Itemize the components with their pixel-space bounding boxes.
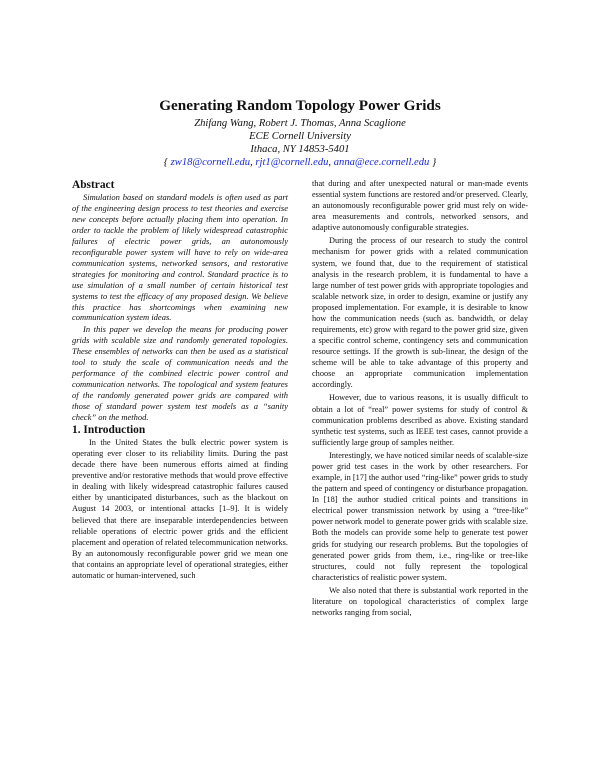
- abstract-heading: Abstract: [72, 179, 115, 191]
- paper-affiliation: ECE Cornell University: [249, 131, 351, 142]
- paper-header: [0, 96, 600, 169]
- paper-location: Ithaca, NY 14853-5401: [250, 144, 350, 155]
- introduction-heading: 1. Introduction: [72, 424, 146, 437]
- introduction-body-left: [72, 437, 288, 581]
- email-open-brace: {: [163, 157, 168, 168]
- abstract-body: [72, 192, 288, 423]
- body-paragraph: We also noted that there is substantial work reported in the literature on topological characteristics of complex large networks ranging from social,: [312, 585, 528, 617]
- email-close-brace: }: [432, 157, 437, 168]
- paper-authors: Zhifang Wang, Robert J. Thomas, Anna Scaglione: [194, 118, 406, 129]
- body-paragraph: However, due to various reasons, it is usually difficult to obtain a lot of “real” power systems for study of control & communication problems described as above. Existing standard synthetic test systems, such as IEEE test cases, cannot provide a sufficiently large group of samples neither.: [312, 393, 528, 447]
- email-link-2[interactable]: rjt1@cornell.edu: [255, 157, 329, 168]
- left-column: [72, 178, 288, 581]
- body-paragraph: Interestingly, we have noticed similar needs of scalable-size power grid test cases in the work by other researchers. For example, in [17] the author used “ring-like” power grids to study the pattern and speed of contingency or disturbance propagation. In [18] the author studied critical points and transitions in electrical power transmission network by using a “tree-like” power network model to generate power grids with scalable size. Both the models can provide some help to generate test power grids for studying our research problems. But the topologies of generated power grids from them, i.e., ring-like or tree-like structures, could not fully represent the topological characteristics of realistic power system.: [312, 450, 528, 582]
- email-link-3[interactable]: anna@ece.cornell.edu: [333, 157, 430, 168]
- right-column: [312, 178, 528, 618]
- abstract-paragraph: In this paper we develop the means for producing power grids with scalable size and randomly generated topologies. These ensembles of networks can then be used as a statistical tool to study the scale of communication needs and the performance of the combined electric power control and communication networks. The topological and system features of the randomly generated power grids are compared with those of standard power system test models as a “sanity check” on the method.: [72, 324, 288, 423]
- email-link-1[interactable]: zw18@cornell.edu: [170, 157, 251, 168]
- abstract-paragraph: Simulation based on standard models is often used as part of the engineering design process to test theories and exercise new concepts before actually placing them into operation. In order to tackle the problem of likely widespread catastrophic failures of electric power grids, an autonomously reconfigurable power system will have to rely on wide-area communication systems, networked sensors, and restorative strategies for monitoring and control. Standard practice is to use simulation of a small number of certain historical test systems to test the efficacy of any proposed design. We believe this practice has shortcomings when examining new communication system ideas.: [72, 192, 288, 323]
- paper-title: Generating Random Topology Power Grids: [159, 97, 441, 114]
- body-paragraph: In the United States the bulk electric power system is operating ever closer to its reliability limits. During the past decade there have been numerous efforts aimed at finding preventive and/or restorative methods that would prove effective in dealing with likely widespread catastrophic failures caused either by unanticipated disturbances, such as the blackout on August 14 2003, or intentional attacks [1–9]. It is widely believed that there are inseparable interdependencies between reliable operations of electric power grids and the efficient placement and operation of related telecommunication networks. By an autonomously reconfigurable power grid we mean one that contains an appropriate level of operational strategies, either automatic or human-intervened, such: [72, 438, 288, 580]
- author-emails: { zw18@cornell.edu, rjt1@cornell.edu, anna@ece.cornell.edu }: [163, 157, 437, 168]
- body-paragraph: During the process of our research to study the control mechanism for power grids with a related communication system, we found that, due to the requirement of statistical analysis in the research problem, it is fundamental to have a large number of test power grids with appropriate topologies and scalable network size, in order to design, examine or justify any proposed implementation. For example, it is desirable to know how the communication needs (such as. bandwidth, or delay requirements, etc) grow with regard to the power grid size, given a specific control scheme, contingency sets and communication resource settings. If the growth is sub-linear, the design of the scheme will be able to take advantage of this property and choose an appropriate communication implementation accordingly.: [312, 236, 528, 390]
- body-paragraph: that during and after unexpected natural or man-made events essential system functions are restored and/or preserved. Clearly, an autonomously reconfigurable power grid must rely on wide-area measurements and controls, networked sensors, and adaptive autonomously configurable strategies.: [312, 179, 528, 233]
